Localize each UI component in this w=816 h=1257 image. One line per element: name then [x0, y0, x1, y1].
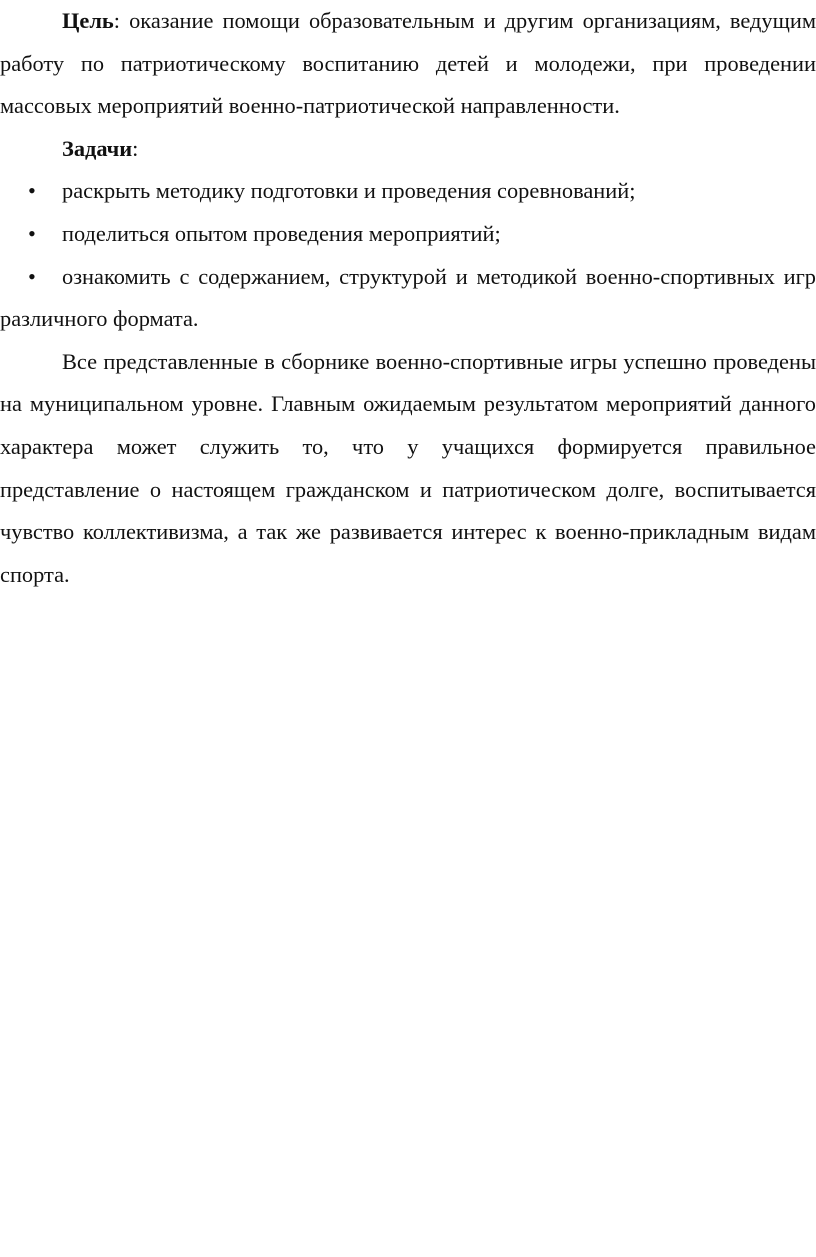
bullet-icon: • [28, 220, 36, 246]
tasks-label: Задачи [62, 135, 133, 161]
bullet-icon: • [28, 178, 36, 204]
task-item-text: ознакомить с содержанием, структурой и методикой военно-спортивных игр различного формата. [0, 263, 816, 332]
task-item-1 [0, 170, 816, 213]
task-item-text: поделиться опытом проведения мероприятий; [62, 220, 501, 246]
tasks-heading [0, 128, 816, 171]
document-text [0, 0, 816, 596]
task-item-3 [0, 256, 816, 341]
goal-label: Цель [62, 8, 114, 33]
tasks-separator: : [132, 135, 139, 161]
goal-separator: : [113, 8, 120, 33]
goal-paragraph [0, 0, 816, 128]
task-item-2 [0, 213, 816, 256]
task-item-text: раскрыть методику подготовки и проведения соревнований; [62, 178, 636, 204]
bullet-icon: • [28, 263, 36, 289]
conclusion-paragraph: Все представленные в сборнике военно-спортивные игры успешно проведены на муниципальном уровне. Главным ожидаемым результатом мероприятий данного характера может служить то, что у учащихся формируется правильное представление о настоящем гражданском и патриотическом долге, воспитывается чувство коллективизма, а так же развивается интерес к военно-прикладным видам спорта. [0, 348, 816, 587]
goal-text: оказание помощи образовательным и другим организациям, ведущим работу по патриотическому воспитанию детей и молодежи, при проведении массовых мероприятий военно-патриотической направленности. [0, 8, 816, 119]
